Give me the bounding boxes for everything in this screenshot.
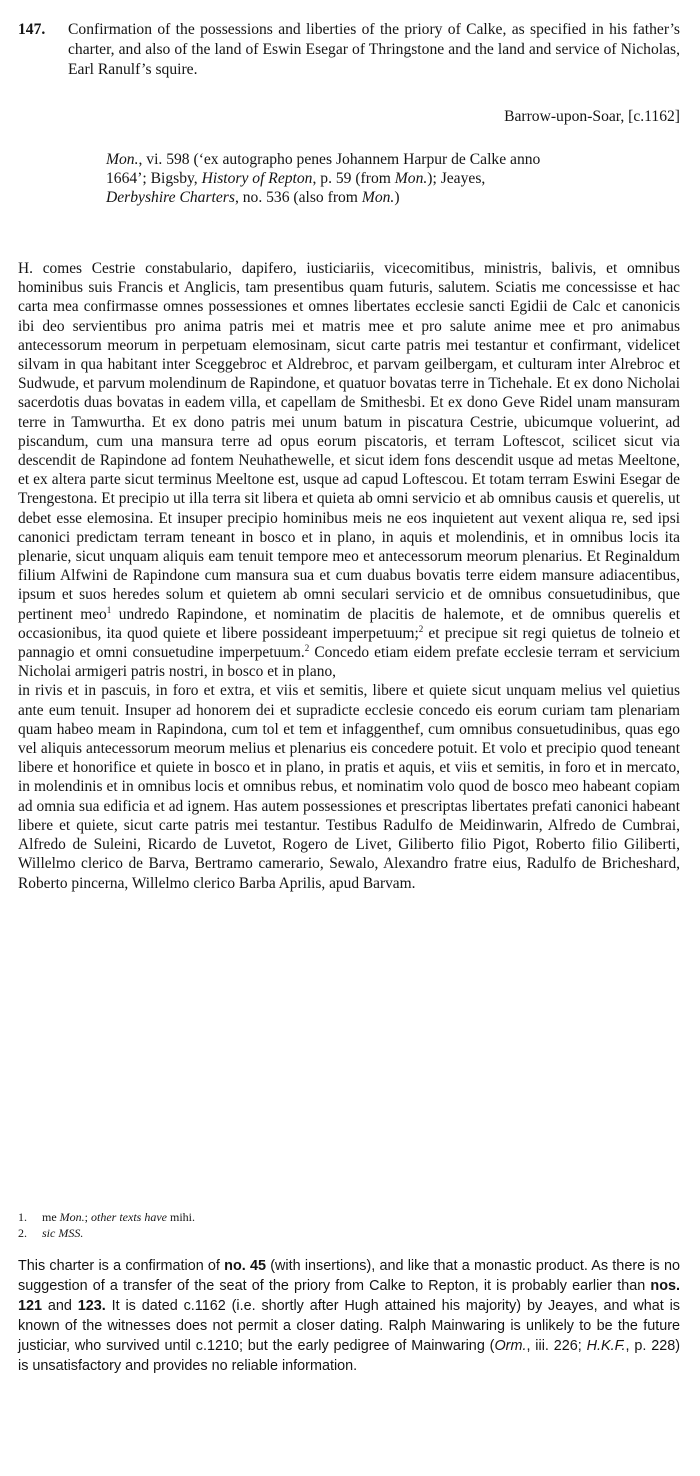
source-mon: Mon. (106, 151, 139, 168)
footnote-marker: 2 (304, 642, 310, 653)
entry-title: Confirmation of the possessions and liberties of the priory of Calke, as specified in his father’s charter, and also of the land of Eswin Esegar of Thringstone and the land and service of Nicholas, Earl Ranulf’s squire. (68, 21, 680, 78)
footnote-run: mihi. (167, 1210, 196, 1224)
footnote-run-italic: other texts have (91, 1210, 167, 1224)
place-date: Barrow-upon-Soar, [c.1162] (504, 108, 680, 125)
charter-paragraph-1 (18, 259, 680, 681)
commentary-run: and (42, 1298, 78, 1314)
source-text: ); Jeayes, (427, 170, 486, 187)
charter-text-run: Concedo etiam eidem prefate ecclesie terram et servicium Nicholai armigeri patris nostri, in bosco et in plano, (18, 644, 680, 681)
source-text: , vi. 598 (‘ex autographo penes Johannem Harpur de Calke anno 1664’; Bigsby, (106, 151, 541, 187)
commentary-run: This charter is a confirmation of (18, 1258, 225, 1274)
commentary-run: It is dated c.1162 (i.e. shortly after Hugh attained his majority) by Jeayes, and what is known of the witnesses does not permit a closer dating. Ralph Mainwaring is unlikely to be the future justiciar, who survived until c.1210; but the early pedigree of Mainwaring ( (18, 1298, 680, 1354)
footnote-run: me (42, 1210, 60, 1224)
cross-reference: 123. (77, 1298, 106, 1314)
footnote-run-italic: Mon. (59, 1210, 85, 1224)
citation-abbrev: H.K.F. (586, 1338, 626, 1354)
footnotes (18, 1209, 680, 1241)
source-mon: Mon. (361, 189, 395, 206)
footnote-number: 2. (18, 1226, 27, 1240)
footnote-run-italic: sic MSS. (42, 1226, 84, 1240)
commentary-run: (with insertions), and like that a monastic product. As there is no suggestion of a transfer of the seat of the priory from Calke to Repton, it is probably earlier than (18, 1258, 680, 1294)
footnote (18, 1209, 680, 1225)
entry-header (18, 20, 680, 80)
commentary-run: , p. 228) is unsatisfactory and provides no reliable information. (18, 1338, 681, 1374)
source-title: History of Repton (201, 170, 313, 187)
charter-text-run: H. comes Cestrie constabulario, dapifero, iusticiariis, vicecomitibus, ministris, balivis, et omnibus hominibus suis Francis et Anglicis, tam presentibus quam futuris, salutem. Sciatis me concessisse et hac carta mea confirmasse omnes possessiones et omnes libertates ecclesie sancti Egidii de Calc et canonicis ibi deo servientibus pro anima patris mei et matris mee et pro salute anime mee et pro animabus antecessorum meorum in perpetuam elemosinam, sicut carte patris mei testantur et confirmant, videlicet silvam in qua habitant inter Sceggebroc et Aldrebroc, et parvam geilbergam, et culturam inter Alrebroc et Sudwude, et parvum molendinum de Rapindone, et quatuor bovatas terre in Tichehale. Et ex dono Nicholai sacerdotis duas bovatas in eadem villa, et capellam de Smithesbi. Et ex dono Geve Ridel unam mansuram terre in Tamwurtha. Et ex dono patris mei unum batum in piscatura Cestrie, ubicumque voluerint, ad piscandum, cum una mansura terre ad opus eorum piscatoris, et terram Loftescot, scilicet sicut via descendit de Rapindone ad fontem Neuhathewelle, et sicut idem fons descendit usque ad metas Meeltone, et ex altera parte sicut terminus Meeltone est, usque ad capud Loftescou. Et totam terram Eswini Esegar de Trengestona. Et precipio ut illa terra sit libera et quieta ab omni servicio et ab omnibus causis et querelis, ut debet esse elemosina. Et insuper precipio hominibus meis ne eos inquietent aut vexent aliqua re, sed ipsi canonici predictam terram teneant in bosco et in plano, in aquis et molendinis, et in omnibus locis ita plenarie, sicut unquam aliquis eam tenuit tempore meo et antecessorum meorum plenarius. Et Reginaldum filium Alfwini de Rapindone cum mansura sua et cum duabus bovatis terre eidem mansure adiacentibus, ipsum et suos heredes solum et quietem ab omni seculari servicio et de omnibus consuetudinibus, que pertinent meo (18, 260, 680, 623)
charter-text-run: undredo Rapindone, et nominatim de placitis de halemote, et de omnibus querelis et occasionibus, ita quod quiete et libere possideant imperpetuum; (18, 605, 681, 642)
source-text: , p. 59 (from (312, 170, 395, 187)
commentary-run: , iii. 226; (526, 1338, 587, 1354)
commentary (18, 1256, 680, 1376)
cross-reference: nos. 121 (18, 1278, 680, 1314)
source-title: Derbyshire Charters (106, 189, 235, 206)
charter-text (18, 259, 680, 893)
footnote-marker: 2 (418, 623, 424, 634)
footnote-number: 1. (18, 1210, 27, 1224)
source-mon: Mon. (394, 170, 428, 187)
footnote (18, 1225, 680, 1241)
source-text: , no. 536 (also from (234, 189, 362, 206)
footnote-marker: 1 (106, 604, 112, 615)
source-text: ) (394, 189, 400, 206)
footnote-text (42, 1209, 195, 1225)
citation-abbrev: Orm. (494, 1338, 527, 1354)
footnote-text (42, 1225, 83, 1241)
charter-paragraph-2: in rivis et in pascuis, in foro et extra, et viis et semitis, libere et quiete sicut unquam melius vel quietius ante eum tenuit. Insuper ad honorem dei et supradicte ecclesie concedo eis eorum curiam tam plenariam quam habeo meam in Rapindona, cum tol et tem et infaggenthef, cum omnibus consuetudinibus, quas ego vel aliquis antecessorum meorum melius et plenarius eis concedere potuit. Et volo et precipio quod teneant libere et honorifice et quiete in bosco et in plano, in pratis et aquis, et viis et semitis, in foro et in mercato, in molendinis et in omnibus locis et omnibus rebus, et nominatim volo quod de bosco meo habeant copiam ad omnia sua edificia et ad ignem. Has autem possessiones et prescriptas libertates prefati canonici habeant libere et quiete, sicut carte patris mei testantur. Testibus Radulfo de Meidinwarin, Alfredo de Cumbrai, Alfredo de Suleini, Ricardo de Luvetot, Rogero de Livet, Giliberto filio Pigot, Roberto filio Giliberti, Willelmo clerico de Barva, Bertramo camerario, Sewalo, Alexandro fratre eius, Radulfo de Bricheshard, Roberto pincerna, Willelmo clerico Barba Aprilis, apud Barvam. (18, 682, 680, 892)
entry-number: 147. (18, 21, 46, 38)
cross-reference: no. 45 (224, 1258, 266, 1274)
sources-citation (106, 150, 552, 207)
footnote-run: ; (84, 1210, 92, 1224)
charter-text-run: et precipue sit regi quietus de tolneio et pannagio et omni consuetudine imperpetuum. (18, 624, 680, 662)
